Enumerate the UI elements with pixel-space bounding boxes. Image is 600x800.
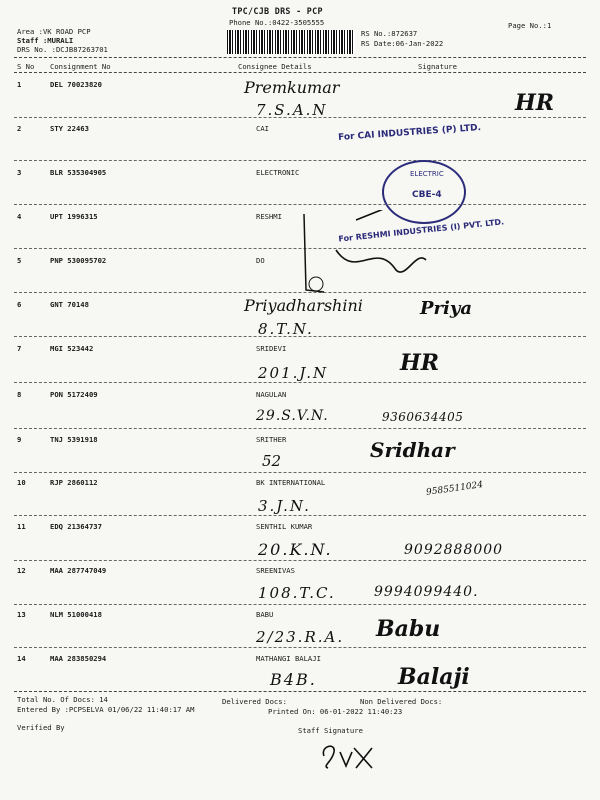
row-divider [14,647,586,648]
row-signature: 9585511024 [425,480,484,498]
company-stamp-cai: For CAI INDUSTRIES (P) LTD. [337,123,482,143]
page-number: Page No.:1 [508,21,552,30]
row-signature: 9092888000 [404,542,504,558]
row-sno: 12 [17,566,26,575]
header-divider [14,57,586,58]
row-signature: Babu [376,616,441,642]
row-handwritten-address: 52 [262,452,282,470]
row-consignee-name: SRIDEVI [256,344,287,353]
col-header-signature: Signature [418,62,457,71]
row-consignment: PON 5172409 [50,390,98,399]
row-consignee-name: SENTHIL KUMAR [256,522,313,531]
row-consignee-name: RESHMI [256,212,282,221]
row-consignment: DEL 70023820 [50,80,102,89]
drs-number: DRS No. :DCJB87263701 [17,45,108,54]
row-divider [14,117,586,118]
row-handwritten-address: 20.K.N. [258,540,333,559]
row-handwritten-address: 8.T.N. [258,320,314,338]
row-handwritten-address: 7.S.A.N [256,101,328,119]
col-header-sno: S No [17,62,35,71]
seal-text-top: ELECTRIC [410,170,444,178]
row-consignment: RJP 2860112 [50,478,98,487]
entered-by: Entered By :PCPSELVA 01/06/22 11:40:17 AM [17,705,195,714]
row-consignment: TNJ 5391918 [50,435,98,444]
col-header-consignment: Consignment No [50,62,111,71]
row-handwritten-name: Premkumar [244,78,340,97]
row-sno: 8 [17,390,22,399]
row-consignee-name: BK INTERNATIONAL [256,478,326,487]
row-sno: 13 [17,610,26,619]
row-handwritten-address: 3.J.N. [258,497,311,515]
col-header-consignee: Consignee Details [238,62,312,71]
company-stamp-reshmi: For RESHMI INDUSTRIES (I) PVT. LTD. [337,217,505,244]
row-consignee-name: DO [256,256,265,265]
rs-date: RS Date:06-Jan-2022 [361,39,444,48]
row-sno: 1 [17,80,22,89]
staff-signature-scrawl [318,738,378,774]
row-consignee-name: MATHANGI BALAJI [256,654,321,663]
row-sno: 10 [17,478,26,487]
row-consignment: EDQ 21364737 [50,522,102,531]
row-sno: 3 [17,168,22,177]
row-handwritten-address: 2/23.R.A. [256,628,345,646]
row-signature: HR [515,90,555,116]
row-signature: 9994099440. [374,584,479,600]
verified-by-label: Verified By [17,723,65,732]
printed-on: Printed On: 06-01-2022 11:40:23 [268,707,403,716]
row-divider [14,382,586,383]
row-divider [14,204,586,205]
row-divider [14,160,586,161]
bracket-mark [296,210,436,300]
row-signature: Priya [420,298,472,319]
row-sno: 11 [17,522,26,531]
columns-divider [14,72,586,73]
row-consignment: PNP 530095702 [50,256,107,265]
row-consignee-name: NAGULAN [256,390,287,399]
footer-divider [14,691,586,692]
row-signature: Sridhar [370,438,455,462]
delivered-docs: Delivered Docs: [222,697,287,706]
staff-label: Staff :MURALI [17,36,74,45]
row-sno: 4 [17,212,22,221]
row-consignee-name: ELECTRONIC [256,168,300,177]
row-consignee-name: SREENIVAS [256,566,295,575]
row-divider [14,604,586,605]
rs-number: RS No.:872637 [361,29,418,38]
row-consignee-name: SRITHER [256,435,287,444]
row-handwritten-address: 108.T.C. [258,584,336,602]
row-handwritten-address: 29.S.V.N. [256,408,329,424]
row-consignment: UPT 1996315 [50,212,98,221]
total-docs: Total No. Of Docs: 14 [17,695,108,704]
row-divider [14,428,586,429]
phone-number: Phone No.:0422-3505555 [229,18,325,27]
row-sno: 2 [17,124,22,133]
row-consignee-name: BABU [256,610,274,619]
row-signature: HR [400,350,440,376]
non-delivered-docs: Non Delivered Docs: [360,697,443,706]
row-divider [14,560,586,561]
row-consignment: MGI 523442 [50,344,94,353]
row-sno: 5 [17,256,22,265]
row-consignment: STY 22463 [50,124,89,133]
row-sno: 7 [17,344,22,353]
barcode-image [227,30,355,54]
row-sno: 14 [17,654,26,663]
row-divider [14,515,586,516]
row-divider [14,336,586,337]
row-signature: 9360634405 [382,410,464,424]
area-label: Area :VK ROAD PCP [17,27,91,36]
staff-signature-label: Staff Signature [298,726,363,735]
row-consignee-name: CAI [256,124,269,133]
row-consignment: BLR 535304905 [50,168,107,177]
row-signature: Balaji [398,664,470,690]
row-divider [14,472,586,473]
row-handwritten-address: B4B. [270,670,317,689]
document-title: TPC/CJB DRS - PCP [232,6,323,16]
seal-text-center: CBE-4 [412,190,442,200]
row-sno: 9 [17,435,22,444]
row-handwritten-address: 201.J.N [258,364,329,382]
row-consignment: GNT 70148 [50,300,89,309]
row-consignment: MAA 287747049 [50,566,107,575]
row-handwritten-name: Priyadharshini [244,296,363,315]
row-consignment: MAA 283850294 [50,654,107,663]
row-sno: 6 [17,300,22,309]
row-consignment: NLM 51000418 [50,610,102,619]
